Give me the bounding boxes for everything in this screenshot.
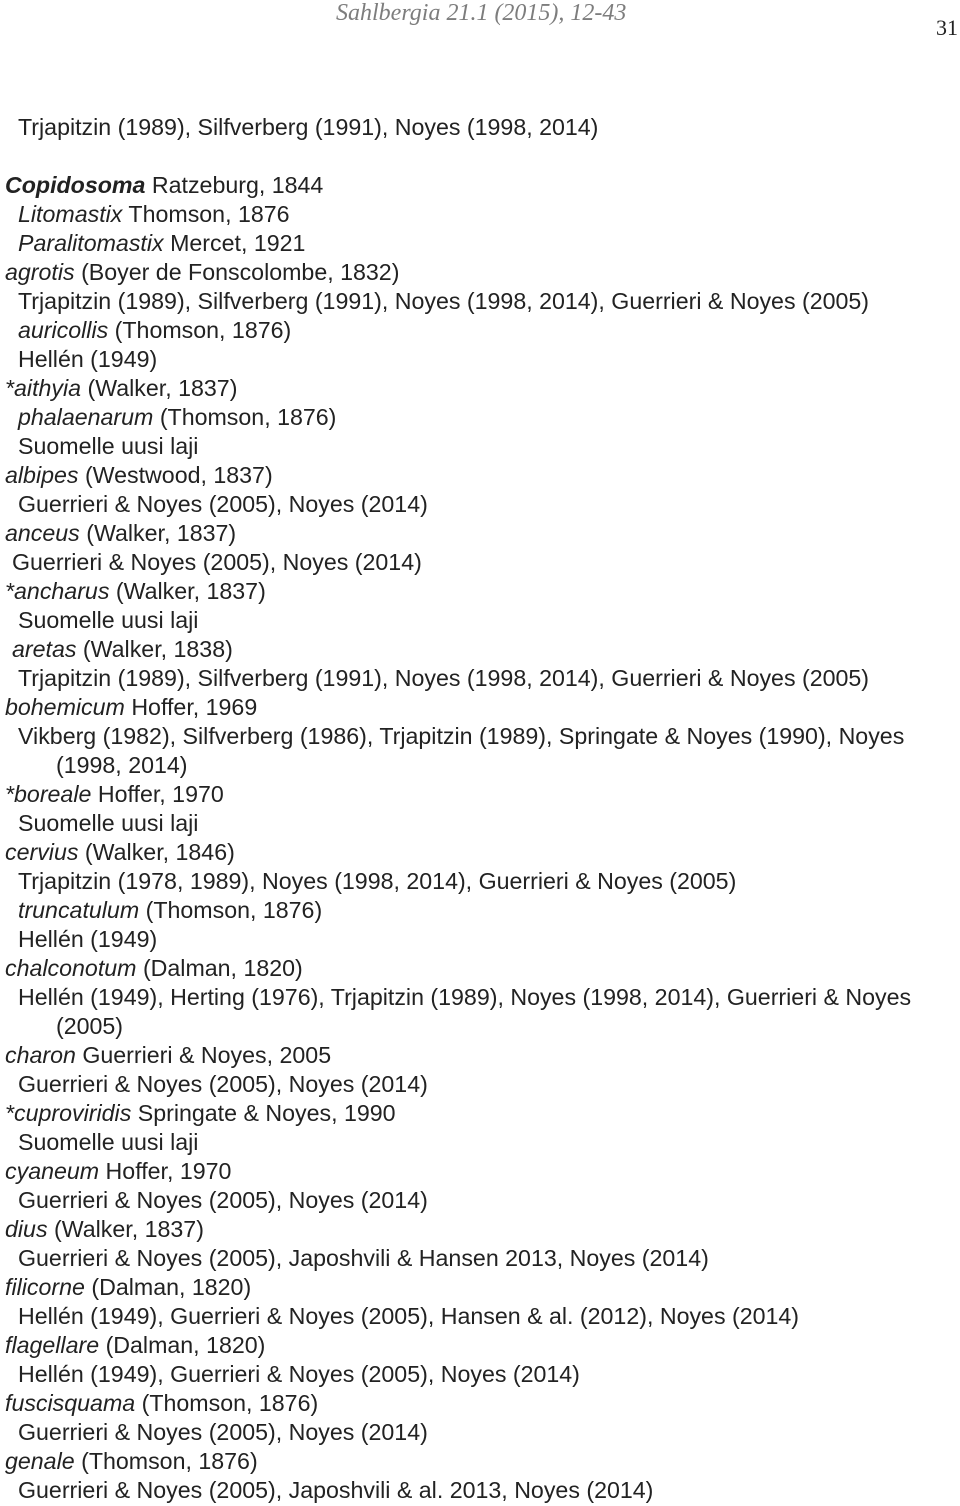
species-author: Hoffer, 1970: [105, 1158, 232, 1184]
synonym-author: Mercet, 1921: [170, 230, 306, 256]
species-entry: [0, 1041, 940, 1099]
genus-heading: [0, 171, 940, 200]
reference-line: Hellén (1949): [18, 926, 158, 952]
species-name: chalconotum: [5, 955, 137, 981]
page-number: 31: [936, 15, 958, 40]
species-line: [0, 1157, 940, 1186]
species-name: fuscisquama: [5, 1390, 136, 1416]
species-name: *boreale: [5, 781, 92, 807]
species-entry: [0, 780, 940, 838]
new-record-note: Suomelle uusi laji: [18, 607, 199, 633]
species-author: (Boyer de Fonscolombe, 1832): [81, 259, 400, 285]
species-name: filicorne: [5, 1274, 85, 1300]
species-name: dius: [5, 1216, 48, 1242]
reference-line: Trjapitzin (1978, 1989), Noyes (1998, 2014), Guerrieri & Noyes (2005): [18, 868, 737, 894]
species-name: cervius: [5, 839, 79, 865]
species-entry: [0, 954, 940, 1041]
synonym-name: auricollis: [18, 317, 109, 343]
synonym-name: Litomastix: [18, 201, 123, 227]
synonym-line: [0, 200, 940, 229]
species-line: [0, 1331, 940, 1360]
synonym-line: [0, 403, 940, 432]
reference-line: Hellén (1949), Herting (1976), Trjapitzin (1989), Noyes (1998, 2014), Guerrieri & Noyes (2005): [18, 984, 912, 1039]
synonym-author: (Thomson, 1876): [114, 317, 292, 343]
synonym-name: phalaenarum: [18, 404, 154, 430]
species-line: [0, 635, 940, 664]
species-name: aretas: [12, 636, 77, 662]
genus-entry: [0, 171, 940, 258]
species-line: [0, 577, 940, 606]
synonym-name: truncatulum: [18, 897, 140, 923]
species-entry: [0, 519, 940, 577]
species-author: (Walker, 1837): [87, 375, 238, 401]
reference-line: Vikberg (1982), Silfverberg (1986), Trjapitzin (1989), Springate & Noyes (1990), Noyes (1998, 2014): [18, 723, 905, 778]
species-entry: [0, 1389, 940, 1447]
species-author: (Walker, 1837): [115, 578, 266, 604]
reference-line: Guerrieri & Noyes (2005), Japoshvili & Hansen 2013, Noyes (2014): [18, 1245, 709, 1271]
species-line: [0, 780, 940, 809]
species-name: albipes: [5, 462, 79, 488]
species-name: flagellare: [5, 1332, 100, 1358]
new-record-note: Suomelle uusi laji: [18, 433, 199, 459]
reference-line: Guerrieri & Noyes (2005), Japoshvili & al. 2013, Noyes (2014): [18, 1477, 654, 1503]
reference-line: Hellén (1949), Guerrieri & Noyes (2005), Hansen & al. (2012), Noyes (2014): [18, 1303, 800, 1329]
species-line: [0, 1389, 940, 1418]
species-entry: [0, 838, 940, 954]
reference-line: Guerrieri & Noyes (2005), Noyes (2014): [18, 491, 428, 517]
reference-line: Hellén (1949): [18, 346, 158, 372]
reference-line: Guerrieri & Noyes (2005), Noyes (2014): [12, 549, 422, 575]
synonym-author: (Thomson, 1876): [145, 897, 323, 923]
species-author: (Dalman, 1820): [91, 1274, 252, 1300]
synonym-name: Paralitomastix: [18, 230, 164, 256]
species-entry: [0, 1215, 940, 1273]
species-name: *ancharus: [5, 578, 110, 604]
species-entry: [0, 1331, 940, 1389]
species-line: [0, 1215, 940, 1244]
species-entry: [0, 635, 940, 693]
species-author: (Walker, 1837): [54, 1216, 204, 1242]
genus-author: Ratzeburg, 1844: [151, 172, 324, 198]
species-line: [0, 954, 940, 983]
species-line: [0, 693, 940, 722]
species-author: (Walker, 1837): [86, 520, 237, 546]
species-author: (Walker, 1846): [84, 839, 235, 865]
species-line: [0, 258, 940, 287]
reference-line: Guerrieri & Noyes (2005), Noyes (2014): [18, 1419, 428, 1445]
species-line: [0, 1041, 940, 1070]
reference-line: Trjapitzin (1989), Silfverberg (1991), Noyes (1998, 2014), Guerrieri & Noyes (2005): [18, 665, 870, 691]
species-entry: [0, 1157, 940, 1215]
species-line: [0, 838, 940, 867]
species-line: [0, 1447, 940, 1476]
running-header: Sahlbergia 21.1 (2015), 12-43: [336, 0, 627, 26]
species-name: *aithyia: [5, 375, 82, 401]
species-author: Hoffer, 1970: [97, 781, 224, 807]
synonym-line: [0, 896, 940, 925]
species-entry: [0, 1273, 940, 1331]
reference-line: Trjapitzin (1989), Silfverberg (1991), Noyes (1998, 2014), Guerrieri & Noyes (2005): [18, 288, 870, 314]
reference-line: Hellén (1949), Guerrieri & Noyes (2005), Noyes (2014): [18, 1361, 580, 1387]
species-name: bohemicum: [5, 694, 125, 720]
species-line: [0, 374, 940, 403]
species-entry: [0, 1099, 940, 1157]
synonym-author: Thomson, 1876: [128, 201, 290, 227]
species-author: Springate & Noyes, 1990: [137, 1100, 396, 1126]
species-name: *cuproviridis: [5, 1100, 132, 1126]
species-entry: [0, 374, 940, 461]
species-author: (Dalman, 1820): [142, 955, 303, 981]
species-author: (Thomson, 1876): [81, 1448, 258, 1474]
synonym-author: (Thomson, 1876): [159, 404, 337, 430]
synonym-line: [0, 316, 940, 345]
species-author: Guerrieri & Noyes, 2005: [82, 1042, 332, 1068]
species-author: (Dalman, 1820): [105, 1332, 266, 1358]
species-author: (Thomson, 1876): [141, 1390, 319, 1416]
species-author: (Walker, 1838): [82, 636, 233, 662]
species-entry: [0, 577, 940, 635]
species-name: charon: [5, 1042, 76, 1068]
reference-line: Guerrieri & Noyes (2005), Noyes (2014): [18, 1071, 428, 1097]
species-entry: [0, 1447, 940, 1505]
synonym-line: [0, 229, 940, 258]
species-line: [0, 1273, 940, 1302]
new-record-note: Suomelle uusi laji: [18, 1129, 199, 1155]
species-entry: [0, 258, 940, 374]
species-name: cyaneum: [5, 1158, 100, 1184]
species-entry: [0, 693, 940, 780]
species-name: agrotis: [5, 259, 75, 285]
species-line: [0, 519, 940, 548]
new-record-note: Suomelle uusi laji: [18, 810, 199, 836]
reference-line: Guerrieri & Noyes (2005), Noyes (2014): [18, 1187, 428, 1213]
species-author: (Westwood, 1837): [84, 462, 273, 488]
species-line: [0, 1099, 940, 1128]
reference-line: Trjapitzin (1989), Silfverberg (1991), Noyes (1998, 2014): [18, 114, 599, 140]
species-author: Hoffer, 1969: [131, 694, 258, 720]
species-name: anceus: [5, 520, 80, 546]
species-name: genale: [5, 1448, 75, 1474]
species-list: [0, 113, 940, 1505]
species-entry: [0, 461, 940, 519]
species-line: [0, 461, 940, 490]
genus-name: Copidosoma: [5, 172, 146, 198]
